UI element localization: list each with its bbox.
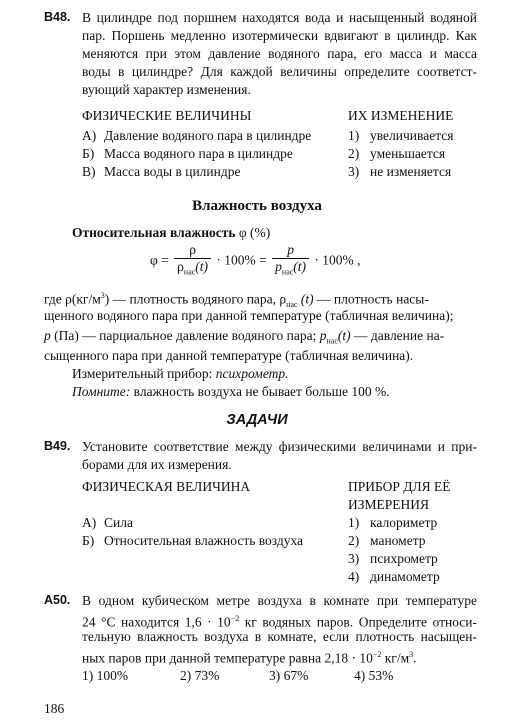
b48-item-label: А)	[82, 128, 97, 143]
b49-text-line: Установите соответствие между физическими величинами и при-	[82, 439, 477, 454]
b49-right-header: ПРИБОР ДЛЯ ЕЁ	[348, 479, 451, 494]
remember-line: Помните: влажность воздуха не бывает больше 100 %.	[72, 384, 390, 399]
b48-item-text: Масса воды в цилиндре	[104, 164, 241, 179]
formula-numerator: p	[272, 242, 309, 259]
b48-text-line: пар. Поршень медленно изотермически вдвигают в цилиндр. Как	[82, 28, 477, 43]
a50-text-line: тельную влажность воздуха в комнате, если плотность насыщен-	[82, 629, 477, 644]
b48-text-line: В цилиндре под поршнем находятся вода и насыщенный водяной	[82, 10, 477, 25]
task-number-b48: B48.	[44, 10, 71, 24]
formula-fraction-rho	[174, 242, 211, 281]
a50-answer-2: 2) 73%	[180, 668, 220, 683]
instrument-line: Измерительный прибор: психрометр.	[72, 366, 289, 381]
a50-text-line: ных паров при данной температуре равна $2,18 \cdot 10^{-2}$ $кг/м^3$.	[82, 650, 417, 666]
formula-mult-1: · 100% =	[216, 252, 267, 268]
a50-text-line: В одном кубическом метре воздуха в комнате при температуре	[82, 593, 477, 608]
b48-option-text: не изменяется	[370, 164, 452, 179]
b49-item-text: Сила	[104, 515, 133, 530]
section-title-humidity: Влажность воздуха	[192, 198, 322, 214]
definition-symbol: φ (%)	[235, 225, 271, 240]
b49-right-header: ИЗМЕРЕНИЯ	[348, 497, 430, 512]
a50-answer-1: 1) 100%	[82, 668, 129, 683]
a50-text-line: 24 °С находится $1,6 \cdot 10^{-2}$ кг водяных паров. Определите относи-	[82, 614, 478, 630]
b49-left-header: ФИЗИЧЕСКАЯ ВЕЛИЧИНА	[82, 479, 251, 494]
formula-numerator: ρ	[174, 242, 211, 259]
b48-option-text: уменьшается	[370, 146, 446, 161]
section-title-tasks: ЗАДАЧИ	[226, 412, 288, 428]
b49-option-label: 3)	[348, 551, 360, 566]
b49-option-text: психрометр	[370, 551, 438, 566]
b48-option-label: 1)	[348, 128, 360, 143]
definition-term: Относительная влажность	[72, 225, 236, 240]
b49-item-text: Относительная влажность воздуха	[104, 533, 304, 548]
a50-answer-4: 4) 53%	[354, 668, 394, 683]
a50-answer-3: 3) 67%	[269, 668, 309, 683]
b49-text-line: борами для их измерения.	[82, 457, 232, 472]
b48-option-text: увеличивается	[370, 128, 454, 143]
b48-left-header: ФИЗИЧЕСКИЕ ВЕЛИЧИНЫ	[82, 108, 252, 123]
where-line: p (Па) — парциальное давление водяного пара; $p_{нас}(t)$ — давление на-	[44, 328, 445, 346]
b48-text-line: воды в цилиндре? Для каждой величины определите соответст-	[82, 64, 477, 79]
b48-item-label: В)	[82, 164, 96, 179]
b49-option-text: калориметр	[370, 515, 438, 530]
b48-option-label: 3)	[348, 164, 360, 179]
formula-phi: φ =	[150, 252, 169, 268]
task-number-b49: B49.	[44, 439, 71, 453]
formula-denominator: $\rho_{нас}(t)$	[177, 259, 209, 277]
formula-mult-2: · 100% ,	[314, 252, 361, 268]
b49-item-label: А)	[82, 515, 97, 530]
b48-text-line: вующий характер изменения.	[82, 82, 251, 97]
task-number-a50: A50.	[44, 593, 71, 607]
where-line: сыщенного пара при данной температуре (табличная величина).	[44, 348, 414, 363]
b48-right-header: ИХ ИЗМЕНЕНИЕ	[348, 108, 454, 123]
b48-item-text: Давление водяного пара в цилиндре	[104, 128, 312, 143]
page-number: 186	[44, 701, 65, 716]
formula-fraction-p	[272, 242, 309, 281]
humidity-formula	[150, 242, 361, 281]
b49-option-label: 1)	[348, 515, 360, 530]
b48-text-line: меняются при этом давление водяного пара, его масса и масса	[82, 46, 477, 61]
where-line: где $\rho(кг/м^3)$ — плотность водяного пара, $\rho_{нас}$ (t) — плотность насы-	[44, 291, 429, 310]
b48-option-label: 2)	[348, 146, 360, 161]
b48-item-text: Масса водяного пара в цилиндре	[104, 146, 293, 161]
b49-option-label: 4)	[348, 569, 360, 584]
b49-option-text: динамометр	[370, 569, 440, 584]
definition-line	[72, 224, 270, 242]
b48-item-label: Б)	[82, 146, 95, 161]
where-line: щенного водяного пара при данной температуре (табличная величина);	[44, 308, 454, 323]
b49-option-label: 2)	[348, 533, 360, 548]
formula-denominator: $p_{нас}(t)$	[275, 259, 307, 277]
b49-option-text: манометр	[370, 533, 426, 548]
b49-item-label: Б)	[82, 533, 95, 548]
